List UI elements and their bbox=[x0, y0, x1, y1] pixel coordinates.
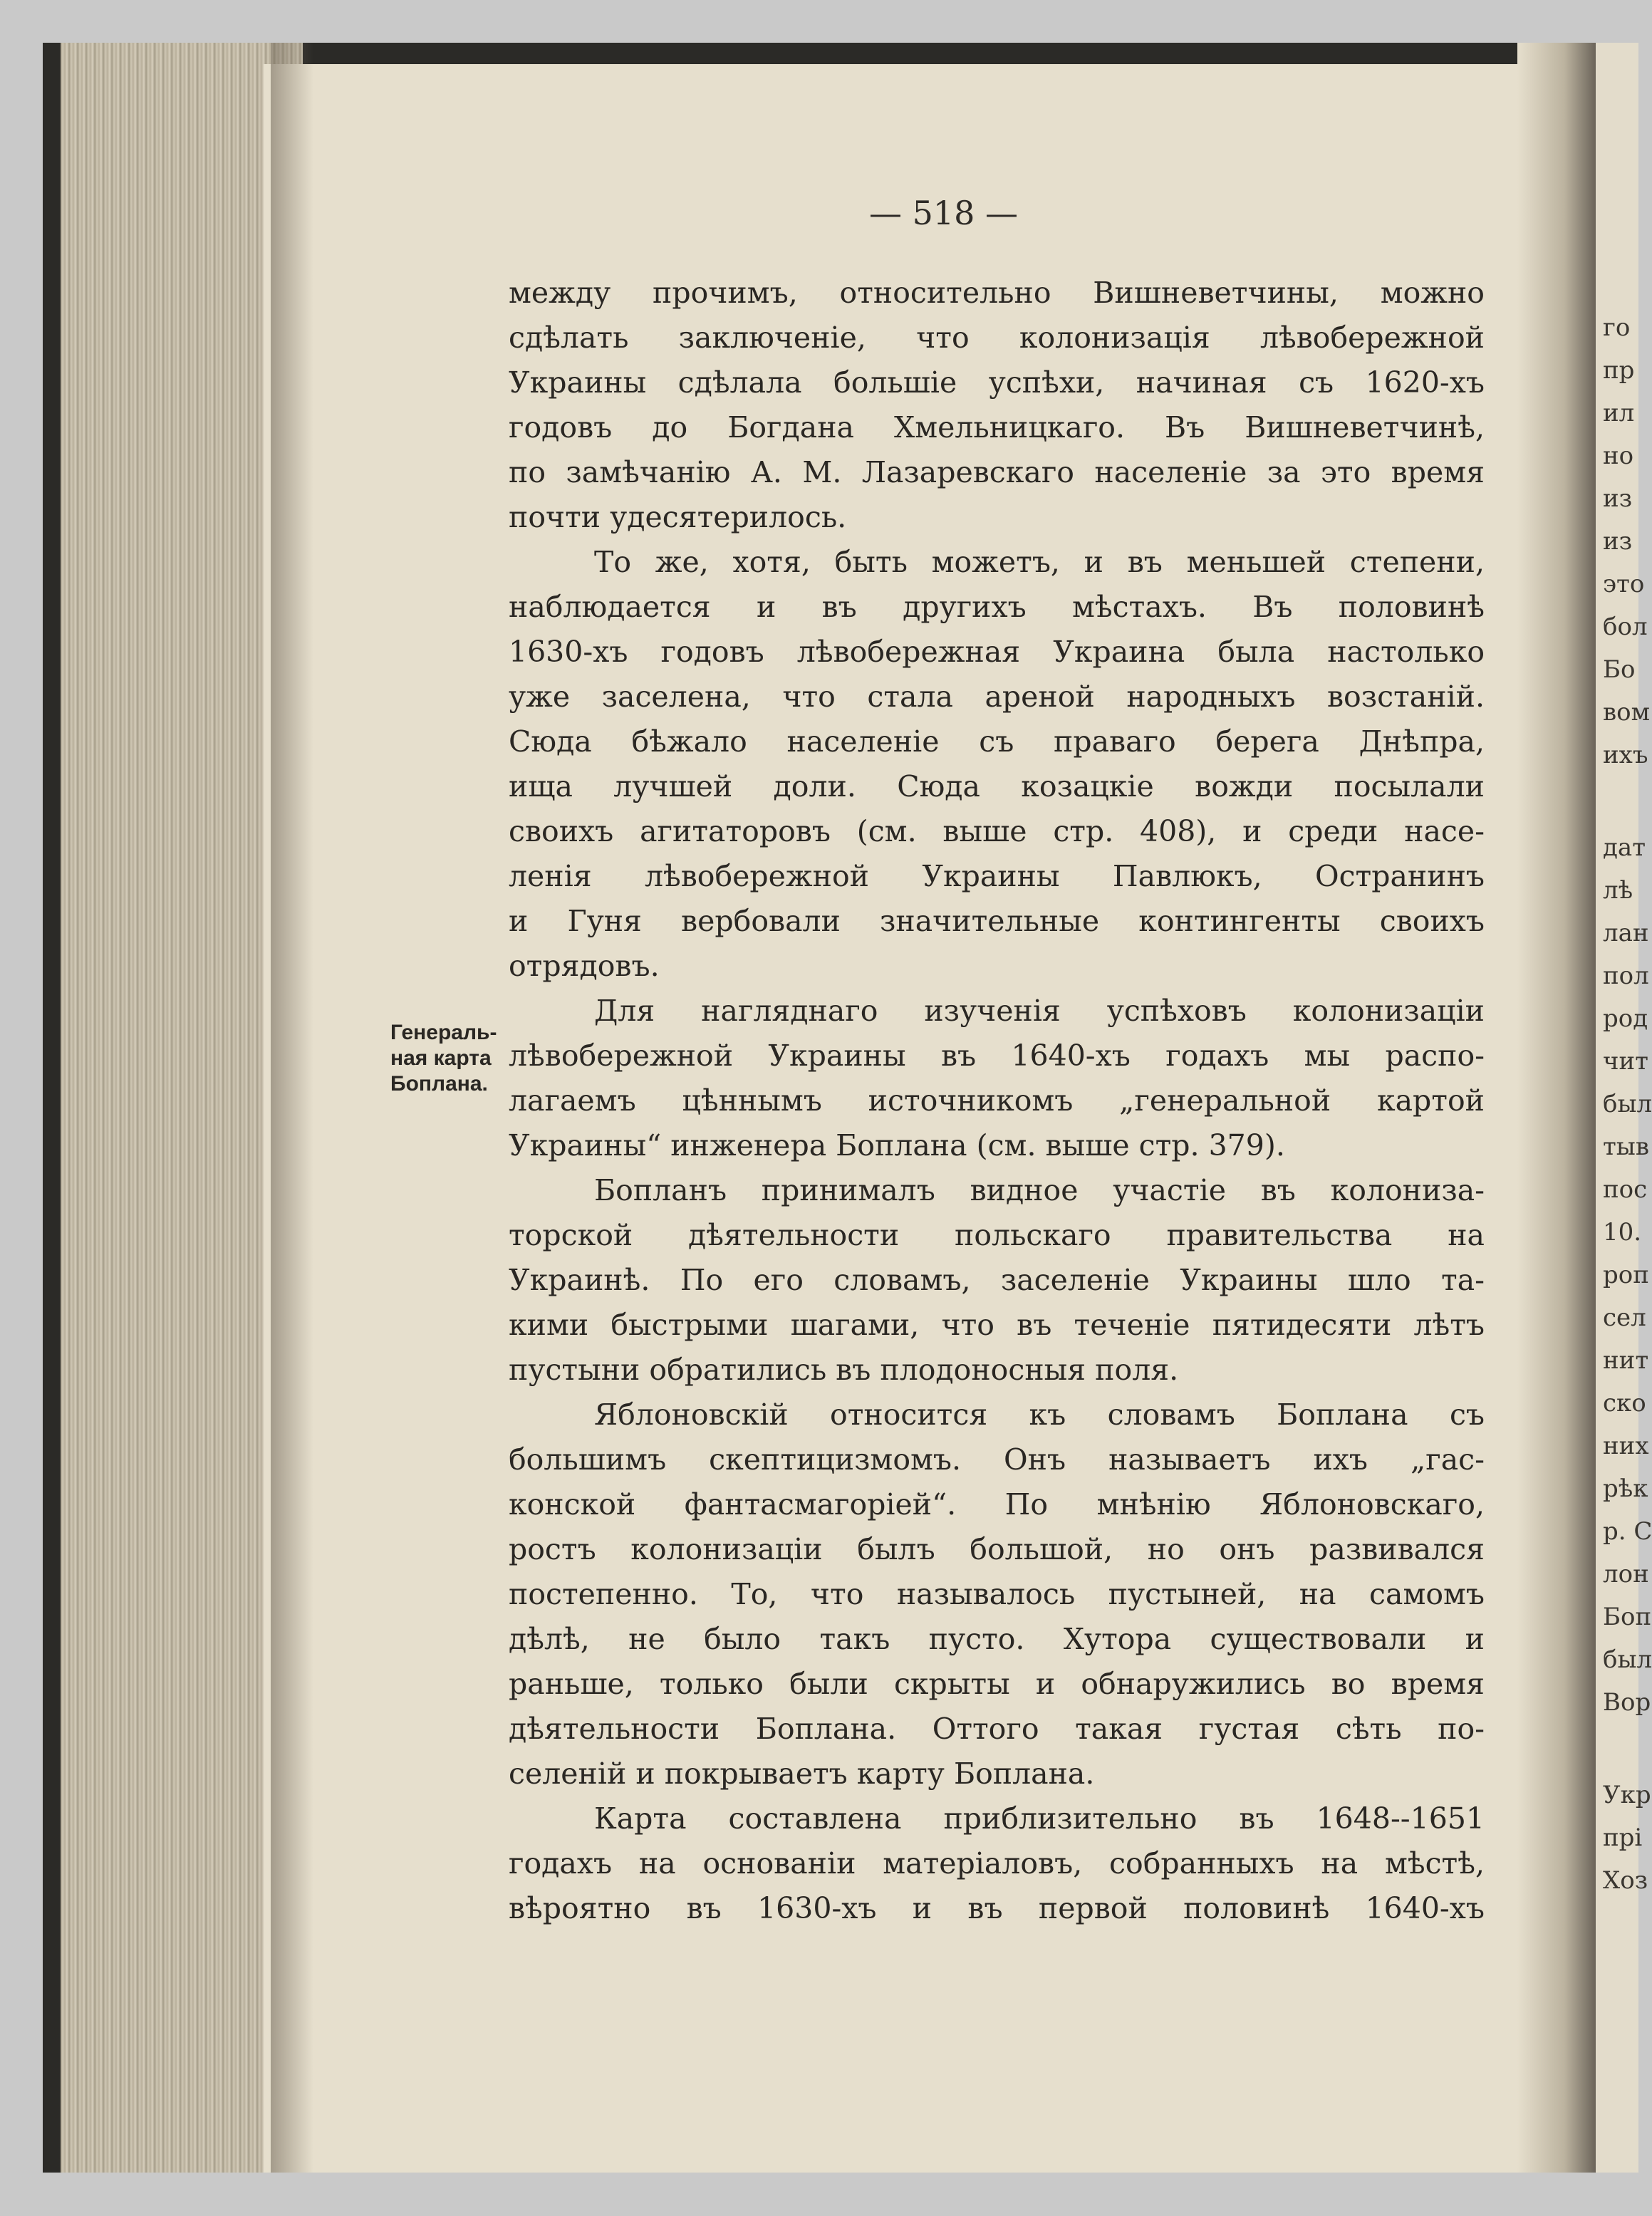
text-line: сдѣлать заключенiе, что колонизацiя лѣвобережной bbox=[509, 321, 1485, 355]
text-line: раньше, только были скрыты и обнаружились во время bbox=[509, 1667, 1485, 1701]
text-line: Бопланъ принималъ видное участiе въ колониза- bbox=[594, 1173, 1485, 1207]
facing-page-fragment: Хоз bbox=[1603, 1866, 1648, 1895]
text-line: наблюдается и въ другихъ мѣстахъ. Въ половинѣ bbox=[509, 590, 1485, 624]
text-line: дѣятельности Боплана. Оттого такая густая сѣть по- bbox=[509, 1712, 1485, 1746]
text-line: вѣроятно въ 1630-хъ и въ первой половинѣ 1640-хъ bbox=[509, 1891, 1485, 1925]
text-line: годовъ до Богдана Хмельницкаго. Въ Вишневетчинѣ, bbox=[509, 410, 1485, 444]
page-edge-shadow bbox=[271, 43, 313, 2173]
text-line: Украины“ инженера Боплана (см. выше стр. 379). bbox=[509, 1128, 1285, 1162]
text-line: Украины сдѣлала большiе успѣхи, начиная съ 1620-хъ bbox=[509, 365, 1485, 400]
facing-page-fragment: но bbox=[1603, 442, 1634, 470]
text-line: конской фантасмагорiей“. По мнѣнiю Яблоновскаго, bbox=[509, 1487, 1485, 1521]
text-line: 1630-хъ годовъ лѣвобережная Украина была настолько bbox=[509, 635, 1485, 669]
facing-page-fragment: сел bbox=[1603, 1304, 1646, 1332]
text-line: Яблоновскiй относится къ словамъ Боплана съ bbox=[594, 1398, 1485, 1432]
text-line: дѣлѣ, не было такъ пусто. Хутора существовали и bbox=[509, 1622, 1485, 1656]
text-line: ростъ колонизацiи былъ большой, но онъ развивался bbox=[509, 1532, 1485, 1566]
facing-page-fragment: нит bbox=[1603, 1346, 1649, 1375]
facing-page-fragment: был bbox=[1603, 1090, 1652, 1118]
facing-page-fragment: р. С bbox=[1603, 1517, 1652, 1546]
book-gutter bbox=[1517, 43, 1596, 2173]
facing-page-fragment: тыв bbox=[1603, 1133, 1650, 1161]
facing-page-fragment: ско bbox=[1603, 1389, 1646, 1417]
facing-page-fragment: них bbox=[1603, 1432, 1649, 1460]
text-line: селенiй и покрываетъ карту Боплана. bbox=[509, 1757, 1095, 1791]
text-line: Украинѣ. По его словамъ, заселенiе Украины шло та- bbox=[509, 1263, 1485, 1297]
text-line: Для нагляднаго изученiя успѣховъ колонизацiи bbox=[594, 994, 1485, 1028]
facing-page-fragment: был bbox=[1603, 1645, 1652, 1674]
marginal-note-line: Генераль- bbox=[390, 1021, 497, 1044]
text-line: отрядовъ. bbox=[509, 949, 660, 983]
text-line: Сюда бѣжало населенiе съ праваго берега Днѣпра, bbox=[509, 724, 1485, 759]
facing-page-fragment: Укр bbox=[1603, 1781, 1651, 1809]
text-line: по замѣчанiю А. М. Лазаревскаго населенiе за это время bbox=[509, 455, 1485, 489]
text-line: уже заселена, что стала ареной народныхъ возстанiй. bbox=[509, 680, 1485, 714]
page-number: — 518 — bbox=[869, 194, 1019, 232]
text-line: кими быстрыми шагами, что въ теченiе пятидесяти лѣтъ bbox=[509, 1308, 1485, 1342]
text-line: ленiя лѣвобережной Украины Павлюкъ, Остранинъ bbox=[509, 859, 1485, 893]
facing-page-fragment: роп bbox=[1603, 1261, 1649, 1289]
facing-page-fragment: Боп bbox=[1603, 1603, 1652, 1631]
facing-page-fragment: рѣк bbox=[1603, 1474, 1648, 1503]
text-line: между прочимъ, относительно Вишневетчины, можно bbox=[509, 276, 1485, 310]
text-line: ища лучшей доли. Сюда козацкiе вожди посылали bbox=[509, 769, 1485, 803]
facing-page-fragment: из bbox=[1603, 484, 1633, 513]
facing-page-fragment: вом bbox=[1603, 698, 1651, 727]
facing-page-fragment: род bbox=[1603, 1004, 1648, 1033]
text-line: своихъ агитаторовъ (см. выше стр. 408), и среди насе- bbox=[509, 814, 1485, 848]
facing-page-fragment: пр bbox=[1603, 356, 1635, 385]
body-text bbox=[509, 271, 1485, 1931]
text-line: торской дѣятельности польскаго правительства на bbox=[509, 1218, 1485, 1252]
text-line: лѣвобережной Украины въ 1640-хъ годахъ мы распо- bbox=[509, 1039, 1485, 1073]
text-line: почти удесятерилось. bbox=[509, 500, 847, 534]
text-line: То же, хотя, быть можетъ, и въ меньшей степени, bbox=[594, 545, 1485, 579]
facing-page-fragment: пол bbox=[1603, 962, 1649, 990]
facing-page-fragment: это bbox=[1603, 570, 1645, 598]
facing-page-fragment: Вор bbox=[1603, 1688, 1651, 1717]
text-line: лагаемъ цѣннымъ источникомъ „генеральной картой bbox=[509, 1083, 1485, 1118]
facing-page-fragment: лан bbox=[1603, 919, 1649, 947]
facing-page-fragment: 10. bbox=[1603, 1218, 1642, 1247]
facing-page-fragment: из bbox=[1603, 527, 1633, 556]
text-line: годахъ на основанiи матерiаловъ, собранныхъ на мѣстѣ, bbox=[509, 1846, 1485, 1881]
facing-page-fragment: пос bbox=[1603, 1175, 1648, 1204]
facing-page-fragment: ихъ bbox=[1603, 741, 1648, 769]
facing-page-fragment: лѣ bbox=[1603, 876, 1633, 905]
facing-page-fragment: лон bbox=[1603, 1560, 1649, 1588]
marginal-note bbox=[390, 1020, 519, 1097]
facing-page-fragment: го bbox=[1603, 313, 1631, 342]
facing-page-fragment: ил bbox=[1603, 399, 1635, 427]
facing-page-fragment: прi bbox=[1603, 1824, 1643, 1852]
text-line: пустыни обратились въ плодоносныя поля. bbox=[509, 1353, 1179, 1387]
facing-page-fragment: чит bbox=[1603, 1047, 1648, 1076]
text-line: постепенно. То, что называлось пустыней, на самомъ bbox=[509, 1577, 1485, 1611]
facing-page-fragment: дат bbox=[1603, 833, 1646, 862]
marginal-note-line: ная карта bbox=[390, 1046, 492, 1070]
text-line: и Гуня вербовали значительные контингенты своихъ bbox=[509, 904, 1485, 938]
facing-page-fragment: Бо bbox=[1603, 655, 1636, 684]
text-line: большимъ скептицизмомъ. Онъ называетъ ихъ „гас- bbox=[509, 1442, 1485, 1477]
facing-page-fragment: бол bbox=[1603, 613, 1648, 641]
text-line: Карта составлена приблизительно въ 1648--1651 bbox=[594, 1801, 1485, 1836]
marginal-note-line: Боплана. bbox=[390, 1072, 488, 1096]
facing-page bbox=[1596, 43, 1652, 2173]
